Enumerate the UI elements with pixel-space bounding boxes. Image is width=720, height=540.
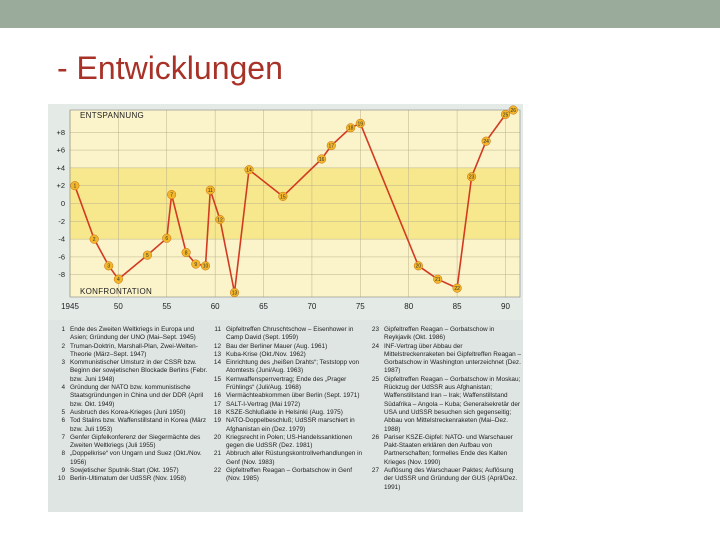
point-label: 20 bbox=[415, 263, 422, 270]
point-label: 18 bbox=[347, 125, 354, 132]
y-tick-label: -2 bbox=[58, 216, 65, 226]
point-label: 19 bbox=[357, 121, 364, 128]
point-label: 21 bbox=[434, 277, 441, 284]
y-tick-label: -4 bbox=[58, 234, 65, 244]
legend-item-number: 27 bbox=[371, 467, 379, 475]
data-point bbox=[356, 119, 365, 128]
legend-item bbox=[52, 326, 208, 343]
legend-item-text: Kommunistischer Umsturz in der CSSR bzw. Beginn der sowjetischen Blockade Berlins (Febr. bzw. Juni 1948) bbox=[70, 359, 208, 383]
legend-item-number: 15 bbox=[213, 375, 221, 383]
point-label: 16 bbox=[318, 156, 325, 163]
point-label: 2 bbox=[92, 237, 96, 244]
point-label: 15 bbox=[280, 194, 286, 201]
legend-item bbox=[52, 343, 208, 360]
legend-item-number: 18 bbox=[213, 408, 221, 416]
data-point bbox=[143, 251, 152, 260]
legend-column-1 bbox=[52, 326, 208, 484]
legend-item-text: Kernwaffensperrvertrag; Ende des „Prager Frühlings“ (Juli/Aug. 1968) bbox=[226, 375, 347, 392]
legend-item-text: Gipfeltreffen Reagan – Gorbatschow in Genf (Nov. 1985) bbox=[226, 467, 352, 483]
legend-item-number: 25 bbox=[371, 375, 379, 383]
bottom-label: KONFRONTATION bbox=[80, 287, 153, 296]
legend-item bbox=[208, 376, 366, 393]
data-point bbox=[245, 165, 254, 174]
x-tick-label: 65 bbox=[259, 302, 269, 311]
data-point bbox=[327, 141, 336, 150]
legend-item bbox=[366, 434, 521, 467]
data-point bbox=[317, 155, 326, 164]
legend-item-number: 1 bbox=[61, 326, 65, 333]
legend-item bbox=[366, 376, 521, 434]
legend-item bbox=[52, 409, 208, 417]
y-tick-label: -6 bbox=[58, 252, 65, 262]
y-tick-label: +8 bbox=[56, 127, 65, 137]
legend-item-text: Kriegsrecht in Polen; US-Handelssanktionen gegen die UdSSR (Dez. 1981) bbox=[226, 433, 353, 450]
legend-item-text: Berlin-Ultimatum der UdSSR (Nov. 1958) bbox=[70, 475, 187, 483]
data-point bbox=[414, 262, 423, 271]
legend-item-text: „Doppelkrise“ von Ungarn und Suez (Okt./Nov. 1956) bbox=[70, 450, 202, 466]
legend-item bbox=[208, 467, 366, 484]
top-bar bbox=[0, 0, 720, 28]
legend-item-text: Auflösung des Warschauer Paktes; Auflösung der UdSSR und Gründung der GUS (April/Dez. 1991) bbox=[384, 467, 518, 491]
legend-column-3 bbox=[366, 326, 521, 492]
data-point bbox=[162, 234, 171, 243]
legend-item-number: 21 bbox=[213, 450, 221, 458]
legend-item-number: 24 bbox=[371, 342, 379, 350]
legend-item bbox=[208, 401, 366, 409]
legend-item-number: 23 bbox=[371, 326, 379, 333]
legend-item-number: 8 bbox=[61, 450, 65, 458]
legend-item bbox=[52, 450, 208, 467]
legend-item-text: Ende des Zweiten Weltkriegs in Europa und Asien; Gründung der UNO (Mai–Sept. 1945) bbox=[70, 326, 196, 342]
data-point bbox=[453, 284, 462, 293]
point-label: 25 bbox=[502, 112, 509, 119]
y-tick-label: +6 bbox=[56, 145, 65, 155]
legend-item-text: Bau der Berliner Mauer (Aug. 1961) bbox=[226, 342, 328, 350]
legend-item-text: Ausbruch des Korea-Krieges (Juni 1950) bbox=[70, 408, 186, 416]
x-tick-label: 85 bbox=[452, 302, 462, 311]
legend-item-text: Gründung der NATO bzw. kommunistische Staatsgründungen in China und der DDR (April bzw. Okt. 1949) bbox=[70, 384, 204, 408]
data-point bbox=[230, 288, 239, 297]
legend-item-number: 9 bbox=[61, 467, 65, 475]
x-tick-label: 1945 bbox=[61, 302, 79, 311]
point-label: 12 bbox=[217, 217, 223, 224]
tension-line-chart bbox=[48, 104, 523, 320]
point-label: 10 bbox=[202, 263, 209, 270]
legend-item-number: 6 bbox=[61, 417, 65, 425]
data-point bbox=[206, 186, 215, 195]
cold-war-figure bbox=[48, 104, 523, 512]
data-point bbox=[201, 262, 210, 271]
x-tick-label: 60 bbox=[210, 302, 220, 311]
legend-item bbox=[208, 409, 366, 417]
legend-item-text: Abbruch aller Rüstungskontrollverhandlungen in Genf (Nov. 1983) bbox=[226, 450, 363, 466]
data-point bbox=[90, 235, 99, 244]
legend-item-number: 26 bbox=[371, 433, 379, 441]
legend-item-text: Pariser KSZE-Gipfel: NATO- und Warschauer Pakt-Staaten erklären den Aufbau von Partnerschaften; formelles Ende des Kalten Krieges (Nov. 1990) bbox=[384, 433, 513, 466]
point-label: 13 bbox=[231, 290, 238, 297]
legend-item-number: 12 bbox=[213, 342, 221, 350]
point-label: 4 bbox=[116, 277, 120, 284]
data-point bbox=[192, 260, 201, 269]
legend-item-number: 22 bbox=[213, 467, 221, 475]
point-label: 22 bbox=[454, 285, 460, 292]
legend-item-number: 13 bbox=[213, 350, 221, 358]
data-point bbox=[167, 190, 176, 199]
legend-item bbox=[366, 343, 521, 376]
slide-title: - Entwicklungen bbox=[57, 50, 283, 86]
data-point bbox=[501, 110, 510, 119]
legend-item bbox=[208, 417, 366, 434]
x-tick-label: 50 bbox=[113, 302, 123, 311]
legend-item bbox=[208, 434, 366, 451]
event-legend bbox=[48, 320, 523, 512]
legend-item bbox=[52, 384, 208, 409]
point-label: 3 bbox=[107, 263, 111, 270]
legend-item bbox=[208, 326, 366, 343]
legend-item-text: Sowjetischer Sputnik-Start (Okt. 1957) bbox=[70, 467, 179, 475]
legend-item-text: Gipfeltreffen Reagan – Gorbatschow in Reykjavik (Okt. 1986) bbox=[384, 326, 495, 342]
data-point bbox=[114, 275, 123, 284]
legend-item-text: Gipfeltreffen Chruschtschow – Eisenhower in Camp David (Sept. 1959) bbox=[226, 326, 354, 342]
legend-item-number: 19 bbox=[213, 417, 221, 425]
legend-item bbox=[52, 417, 208, 434]
point-label: 7 bbox=[170, 192, 174, 199]
legend-item bbox=[366, 467, 521, 492]
legend-item bbox=[52, 359, 208, 384]
legend-item-number: 20 bbox=[213, 433, 221, 441]
legend-item-number: 4 bbox=[61, 384, 65, 392]
data-point bbox=[482, 137, 491, 146]
top-label: ENTSPANNUNG bbox=[80, 111, 145, 120]
legend-item bbox=[208, 450, 366, 467]
legend-item bbox=[208, 359, 366, 376]
legend-item-text: Einrichtung des „heißen Drahts“; Teststopp von Atomtests (Juni/Aug. 1963) bbox=[226, 359, 360, 375]
legend-item-number: 11 bbox=[214, 326, 221, 333]
point-label: 5 bbox=[146, 253, 149, 260]
legend-item-text: Tod Stalins bzw. Waffenstillstand in Korea (März bzw. Juli 1953) bbox=[70, 417, 207, 433]
data-point bbox=[346, 124, 355, 133]
legend-item bbox=[208, 351, 366, 359]
x-tick-label: 80 bbox=[404, 302, 414, 311]
legend-item-number: 17 bbox=[213, 400, 221, 408]
point-label: 23 bbox=[468, 174, 475, 181]
y-tick-label: -8 bbox=[58, 270, 65, 280]
point-label: 24 bbox=[483, 139, 489, 146]
data-point bbox=[509, 106, 518, 115]
legend-item-text: Genfer Gipfelkonferenz der Siegermächte des Zweiten Weltkriegs (Juli 1955) bbox=[70, 433, 201, 450]
legend-item-text: SALT-I-Vertrag (Mai 1972) bbox=[226, 400, 301, 408]
x-tick-label: 90 bbox=[501, 302, 510, 311]
legend-item-number: 2 bbox=[61, 342, 65, 350]
data-point bbox=[279, 192, 288, 201]
legend-item bbox=[52, 475, 208, 483]
data-point bbox=[182, 248, 191, 257]
x-tick-label: 70 bbox=[307, 302, 317, 311]
x-tick-label: 75 bbox=[355, 302, 365, 311]
point-label: 9 bbox=[194, 261, 198, 268]
data-point bbox=[433, 275, 442, 284]
point-label: 1 bbox=[73, 183, 77, 190]
point-label: 26 bbox=[510, 107, 517, 114]
legend-item bbox=[52, 434, 208, 451]
legend-item-text: INF-Vertrag über Abbau der Mittelstreckenraketen bei Gipfeltreffen Reagan – Gorbatschow in Washington unterzeichnet (Dez. 1987) bbox=[384, 342, 522, 375]
point-label: 8 bbox=[184, 250, 188, 257]
y-tick-label: +2 bbox=[56, 181, 65, 191]
legend-column-2 bbox=[208, 326, 366, 484]
data-point bbox=[104, 262, 113, 271]
legend-item bbox=[52, 467, 208, 475]
y-tick-label: 0 bbox=[60, 199, 65, 208]
legend-item-text: NATO-Doppelbeschluß; UdSSR marschiert in Afghanistan ein (Dez. 1979) bbox=[226, 417, 355, 433]
data-point bbox=[216, 215, 225, 224]
legend-item-number: 5 bbox=[61, 408, 65, 416]
x-tick-label: 55 bbox=[162, 302, 172, 311]
legend-item-text: KSZE-Schlußakte in Helsinki (Aug. 1975) bbox=[226, 408, 343, 416]
y-tick-label: +4 bbox=[56, 163, 65, 173]
legend-item bbox=[208, 343, 366, 351]
point-label: 14 bbox=[246, 167, 252, 174]
point-label: 11 bbox=[207, 188, 213, 195]
legend-item-number: 7 bbox=[61, 433, 65, 441]
legend-item bbox=[208, 392, 366, 400]
legend-item-number: 3 bbox=[61, 359, 65, 367]
legend-item-text: Viermächteabkommen über Berlin (Sept. 1971) bbox=[226, 392, 360, 400]
legend-item bbox=[366, 326, 521, 343]
legend-item-text: Kuba-Krise (Okt./Nov. 1962) bbox=[226, 350, 306, 358]
legend-item-text: Truman-Doktrin, Marshall-Plan, Zwei-Welten-Theorie (März–Sept. 1947) bbox=[70, 342, 198, 358]
legend-item-number: 10 bbox=[57, 475, 65, 483]
data-point bbox=[467, 172, 476, 181]
legend-item-text: Gipfeltreffen Reagan – Gorbatschow in Moskau; Rückzug der UdSSR aus Afghanistan; Waffenstillstand Iran – Irak; Waffenstillstand Südafrika – Angola – Kuba; Generalsekretär der USA und UdSSR besuchen sich gegenseitig; Abbau von Mittelstreckenraketen (Mai–Dez. 1988) bbox=[384, 375, 521, 433]
data-point bbox=[71, 181, 80, 190]
point-label: 17 bbox=[328, 143, 335, 150]
legend-item-number: 16 bbox=[213, 392, 221, 400]
point-label: 6 bbox=[165, 236, 169, 243]
legend-item-number: 14 bbox=[213, 359, 221, 367]
